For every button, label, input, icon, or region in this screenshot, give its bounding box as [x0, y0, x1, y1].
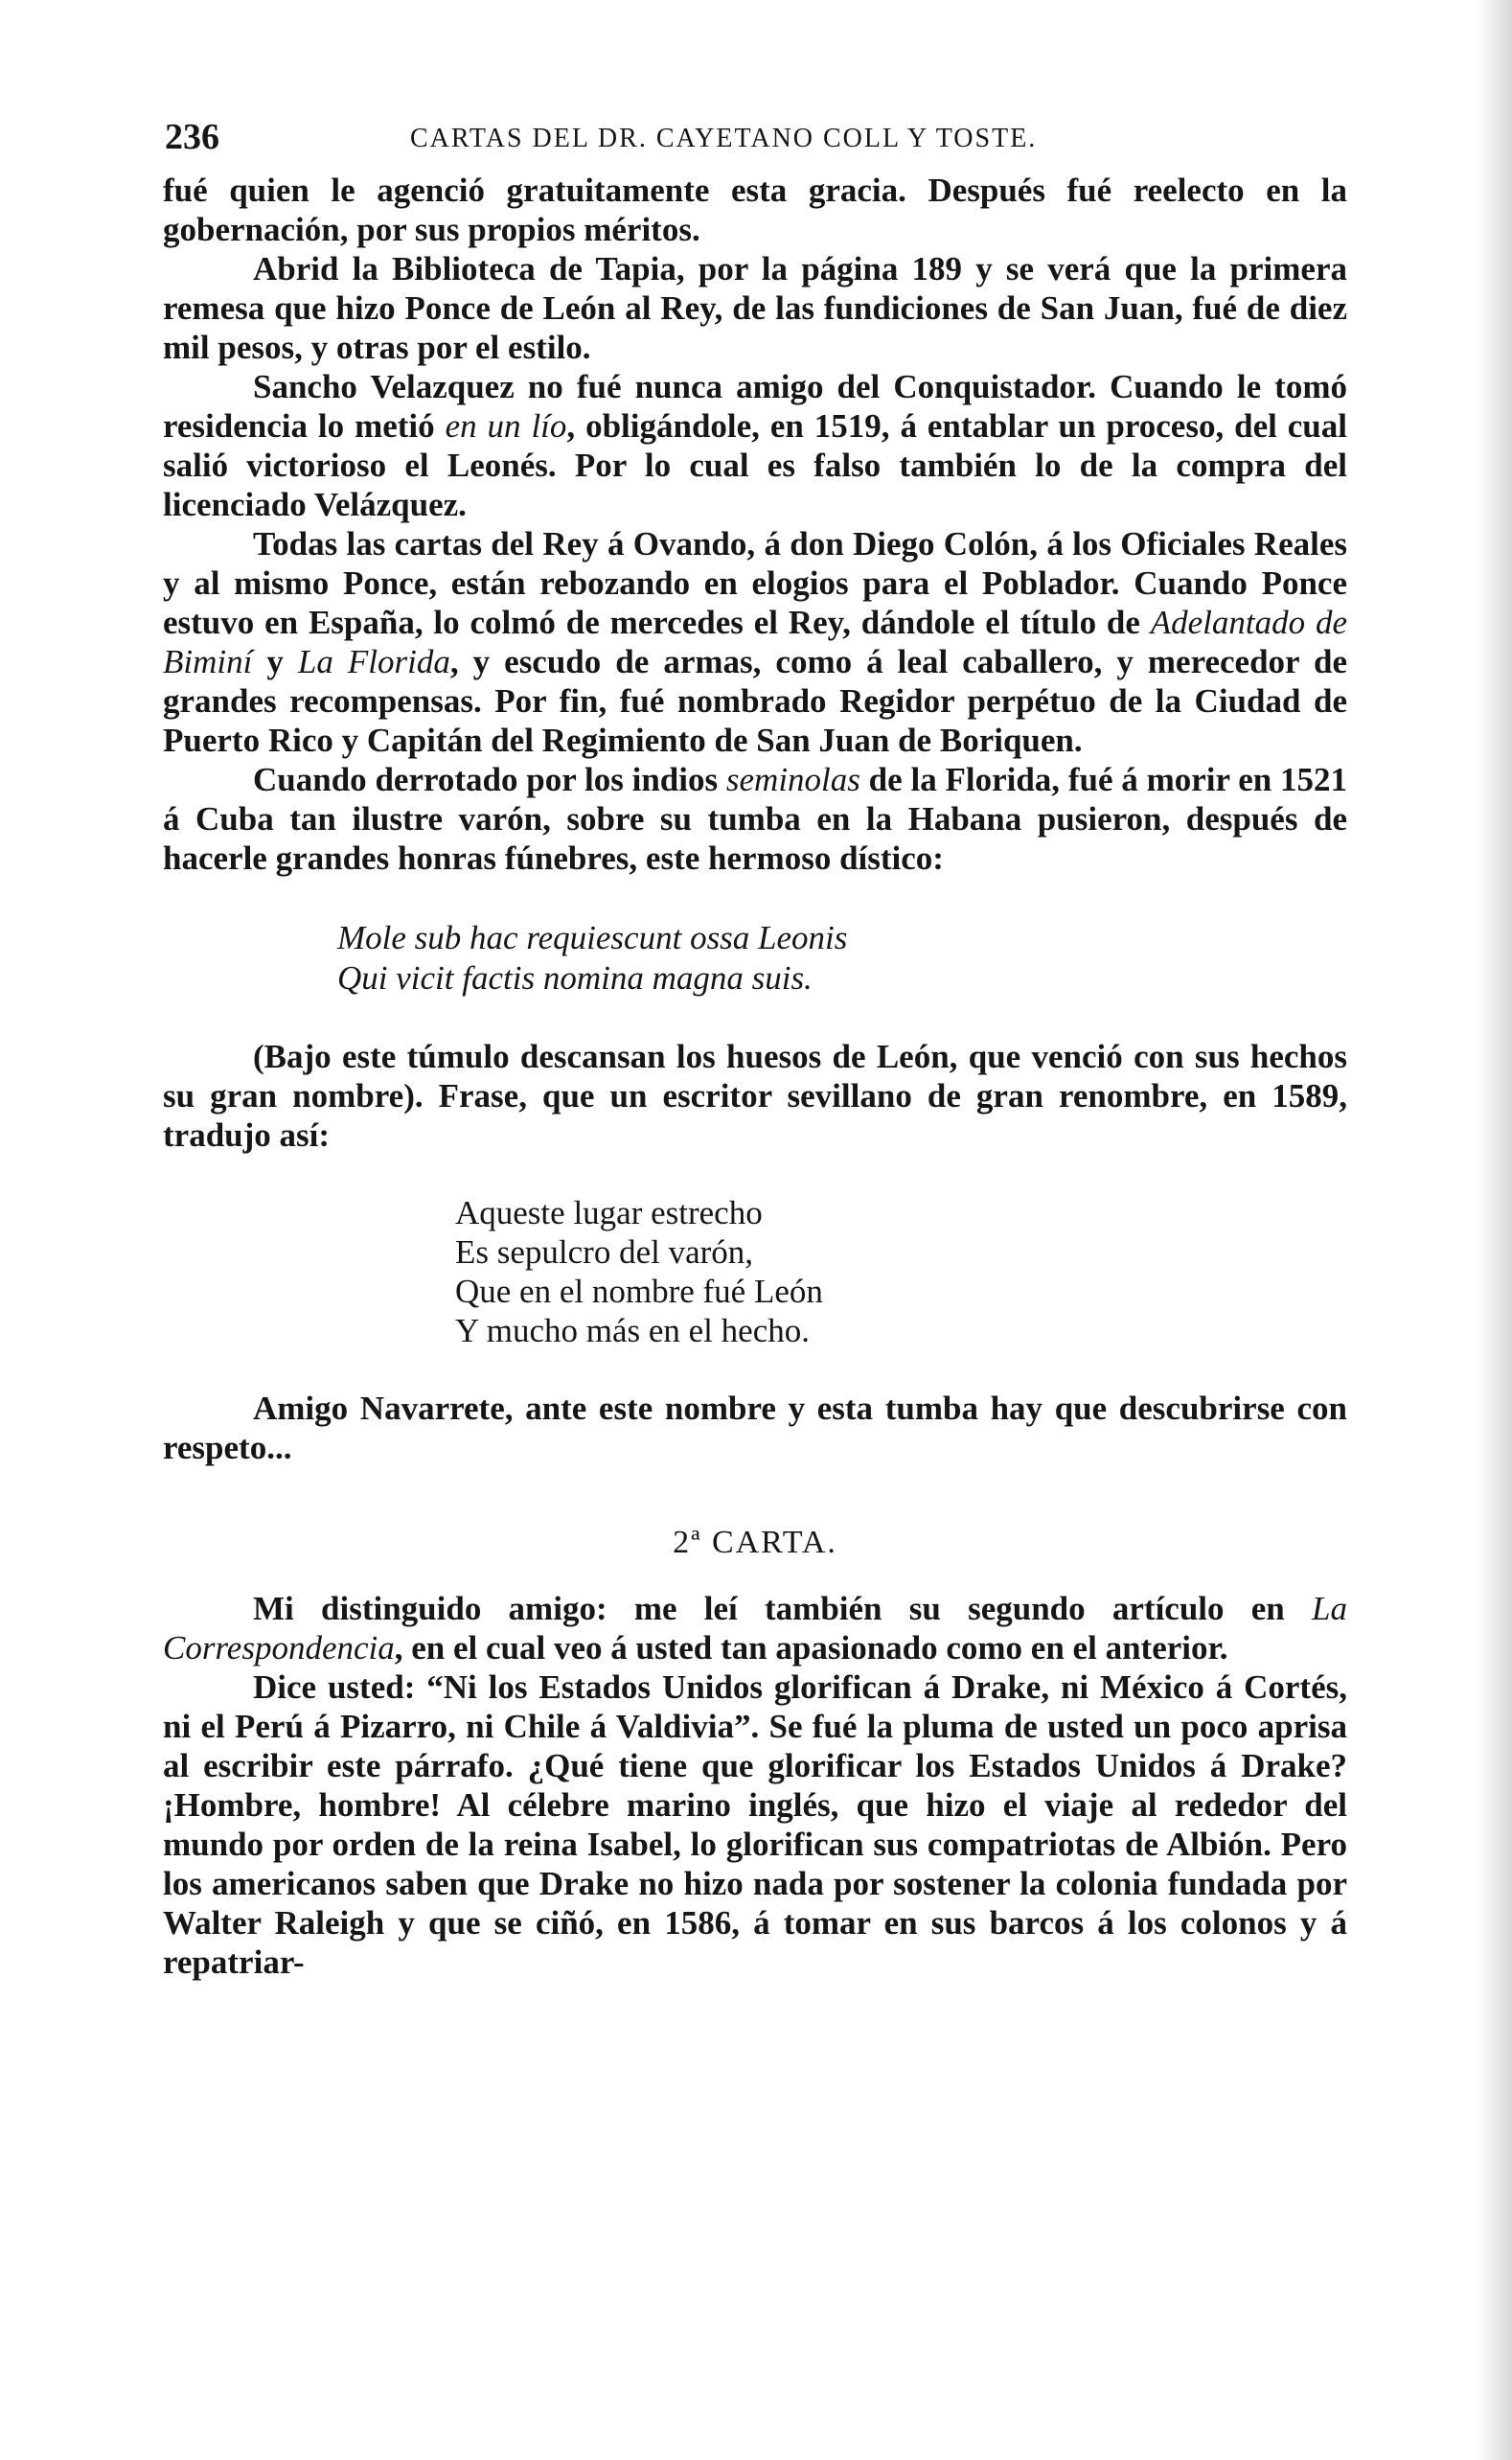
running-head: CARTAS DEL DR. CAYETANO COLL Y TOSTE.	[410, 124, 1038, 153]
page-number: 236	[165, 117, 219, 157]
spanish-verse-line-4: Y mucho más en el hecho.	[455, 1312, 810, 1349]
paragraph-6: (Bajo este túmulo descansan los huesos de León, que venció con sus hechos su gran nombre). Frase, que un escritor sevillano de gran renombre, en 1589, tradujo así:	[163, 1038, 1347, 1154]
paragraph-9: Dice usted: “Ni los Estados Unidos glorifican á Drake, ni México á Cortés, ni el Perú á Pizarro, ni Chile á Valdivia”. Se fué la pluma de usted un poco aprisa al escribir este párrafo. ¿Qué tiene que glorificar los Estados Unidos á Drake? ¡Hombre, hombre! Al célebre marino inglés, que hizo el viaje al rededor del mundo por orden de la reina Isabel, lo glorifican sus compatriotas de Albión. Pero los americanos saben que Drake no hizo nada por sostener la colonia fundada por Walter Raleigh y que se ciñó, en 1586, á tomar en sus barcos á los colonos y á repatriar-	[163, 1668, 1347, 1981]
paragraph-3-text-a: Sancho Velazquez no fué nunca amigo del Conquistador. Cuando le tomó residencia lo metió	[163, 368, 1347, 445]
paragraph-7: Amigo Navarrete, ante este nombre y esta tumba hay que descubrirse con respeto...	[163, 1390, 1347, 1466]
body-text	[163, 171, 1347, 1982]
paragraph-4-text-b: , y escudo de armas, como á leal caballero, y merecedor de grandes recompensas. Por fin, fué nombrado Regidor perpétuo de la Ciudad de Puerto Rico y Capitán del Regimiento de San Juan de Boriquen.	[163, 643, 1347, 759]
paragraph-5-text-a: Cuando derrotado por los indios	[253, 761, 726, 798]
paragraph-1: fué quien le agenció gratuitamente esta gracia. Después fué reelecto en la gobernación, por sus propios méritos.	[163, 172, 1347, 248]
paragraph-5-emphasis: seminolas	[725, 761, 860, 798]
spanish-verse-line-2: Es sepulcro del varón,	[455, 1233, 754, 1271]
section-title: 2ª CARTA.	[673, 1525, 837, 1560]
latin-verse-line-2: Qui vicit factis nomina magna suis.	[337, 959, 813, 997]
paragraph-4-text-mid: y	[252, 643, 298, 680]
paragraph-8-emphasis: La Correspondencia	[163, 1590, 1347, 1667]
paragraph-8-text-b: , en el cual veo á usted tan apasionado como en el anterior.	[394, 1629, 1228, 1667]
page-edge-shadow	[1476, 0, 1512, 2460]
paragraph-3-emphasis: en un lío	[445, 407, 567, 445]
spanish-verse-line-1: Aqueste lugar estrecho	[455, 1194, 763, 1231]
paragraph-2: Abrid la Biblioteca de Tapia, por la página 189 y se verá que la primera remesa que hizo Ponce de León al Rey, de las fundiciones de San Juan, fué de diez mil pesos, y otras por el estilo.	[163, 250, 1347, 366]
paragraph-3	[163, 367, 1347, 524]
paragraph-8-text-a: Mi distinguido amigo: me leí también su segundo artículo en	[253, 1590, 1313, 1627]
paragraph-4-text-a: Todas las cartas del Rey á Ovando, á don Diego Colón, á los Oficiales Reales y al mismo Ponce, están rebozando en elogios para el Poblador. Cuando Ponce estuvo en España, lo colmó de mercedes el Rey, dándole el título de	[163, 525, 1347, 641]
paragraph-4-emphasis-2: La Florida	[297, 643, 450, 680]
latin-distich	[337, 918, 1347, 999]
paragraph-5-text-b: de la Florida, fué á morir en 1521 á Cuba tan ilustre varón, sobre su tumba en la Habana pusieron, después de hacerle grandes honras fúnebres, este hermoso dístico:	[163, 761, 1347, 877]
paragraph-4-emphasis-1: Adelantado de Biminí	[163, 604, 1347, 680]
paragraph-3-text-b: , obligándole, en 1519, á entablar un proceso, del cual salió victorioso el Leonés. Por lo cual es falso también lo de la compra del licenciado Velázquez.	[163, 407, 1347, 523]
page-header	[165, 113, 1343, 161]
spanish-verse	[455, 1193, 1347, 1350]
latin-verse-line-1: Mole sub hac requiescunt ossa Leonis	[337, 919, 848, 956]
paragraph-8	[163, 1589, 1347, 1667]
spanish-verse-line-3: Que en el nombre fué León	[455, 1273, 823, 1310]
paragraph-5	[163, 760, 1347, 878]
paragraph-4	[163, 524, 1347, 760]
